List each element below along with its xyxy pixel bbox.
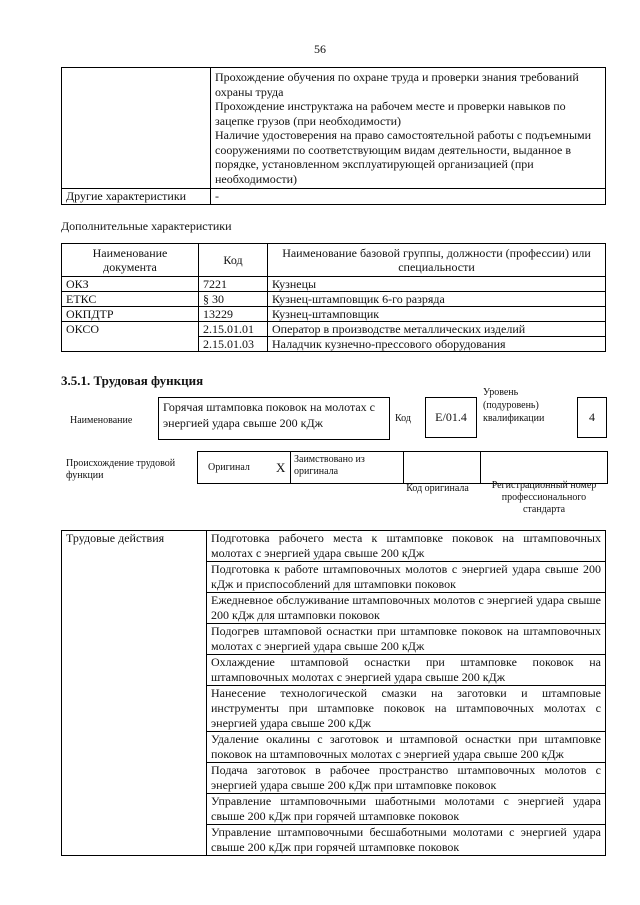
requirement-paragraph: Наличие удостоверения на право самостоятельной работы с подъемными сооружениями по соответствующим видам деятельности, выданное в порядке, установленном эксплуатирующей организацией (при необходимости) [215, 128, 592, 186]
name-cell: Оператор в производстве металлических изделий [268, 322, 606, 337]
doc-cell: ОКПДТР [62, 307, 199, 322]
code-cell: § 30 [199, 292, 268, 307]
page-number: 56 [314, 42, 326, 56]
other-characteristics-value: - [211, 189, 606, 205]
level-label: Уровень (подуровень) квалификации [483, 387, 545, 424]
origin-code-caption: Код оригинала [406, 483, 469, 494]
origin-original-label: Оригинал [208, 462, 250, 473]
action-item: Нанесение технологической смазки на заготовки и штамповые инструменты при штамповке поковок на штамповочных молотах с энергией удара свыше 200 кДж [207, 686, 606, 732]
function-name-box: Горячая штамповка поковок на молотах с энергией удара свыше 200 кДж [158, 397, 390, 440]
labor-actions-table [61, 530, 606, 856]
name-cell: Наладчик кузнечно-прессового оборудования [268, 337, 606, 352]
additional-table [61, 243, 606, 352]
header-code: Код [199, 244, 268, 277]
header-doc-name: Наименование документа [62, 244, 199, 277]
divider [290, 452, 291, 483]
code-cell: 2.15.01.01 [199, 322, 268, 337]
labor-actions-label: Трудовые действия [62, 531, 207, 856]
requirement-paragraph: Прохождение обучения по охране труда и проверки знания требований охраны труда [215, 70, 579, 99]
action-item: Подогрев штамповой оснастки при штамповке поковок на штамповочных молотах с энергией удара свыше 200 кДж [207, 624, 606, 655]
code-cell: 13229 [199, 307, 268, 322]
origin-mark: X [276, 460, 286, 475]
name-label: Наименование [70, 415, 133, 426]
doc-cell: ОКСО [62, 322, 199, 352]
divider [480, 452, 481, 483]
action-item: Подача заготовок в рабочее пространство штамповочных молотов с энергией удара свыше 200 кДж при штамповке поковок [207, 763, 606, 794]
level-box: 4 [577, 397, 607, 438]
section-title: 3.5.1. Трудовая функция [61, 373, 204, 388]
doc-cell: ОКЗ [62, 277, 199, 292]
reg-number-caption: Регистрационный номер профессионального стандарта [491, 480, 597, 515]
code-label: Код [395, 413, 411, 424]
action-item: Подготовка к работе штамповочных молотов с энергией удара свыше 200 кДж и приспособлений для штамповки поковок [207, 562, 606, 593]
action-item: Удаление окалины с заготовок и штамповой оснастки при штамповке поковок на штамповочных молотах с энергией удара свыше 200 кДж [207, 732, 606, 763]
other-characteristics-label: Другие характеристики [62, 189, 211, 205]
action-item: Подготовка рабочего места к штамповке поковок на штамповочных молотах с энергией удара свыше 200 кДж [207, 531, 606, 562]
additional-title: Дополнительные характеристики [61, 219, 232, 233]
code-cell: 7221 [199, 277, 268, 292]
action-item: Ежедневное обслуживание штамповочных молотов с энергией удара свыше 200 кДж для штамповки поковок [207, 593, 606, 624]
action-item: Охлаждение штамповой оснастки при штамповке поковок на штамповочных молотах с энергией удара свыше 200 кДж [207, 655, 606, 686]
action-item: Управление штамповочными бесшаботными молотами с энергией удара свыше 200 кДж при горячей штамповке поковок [207, 825, 606, 856]
divider [403, 452, 404, 483]
requirement-paragraph: Прохождение инструктажа на рабочем месте и проверки навыков по зацепке грузов (при необходимости) [215, 99, 566, 128]
action-item: Управление штамповочными шаботными молотами с энергией удара свыше 200 кДж при горячей штамповке поковок [207, 794, 606, 825]
requirements-table [61, 67, 606, 205]
doc-cell: ЕТКС [62, 292, 199, 307]
origin-label: Происхождение трудовой функции [66, 458, 176, 481]
function-code-box: E/01.4 [425, 397, 477, 438]
name-cell: Кузнец-штамповщик 6-го разряда [268, 292, 606, 307]
requirements-cell [211, 68, 606, 189]
origin-borrowed-label: Заимствовано из оригинала [294, 454, 365, 477]
header-group-name: Наименование базовой группы, должности (профессии) или специальности [268, 244, 606, 277]
code-cell: 2.15.01.03 [199, 337, 268, 352]
empty-label-cell [62, 68, 211, 189]
name-cell: Кузнецы [268, 277, 606, 292]
name-cell: Кузнец-штамповщик [268, 307, 606, 322]
